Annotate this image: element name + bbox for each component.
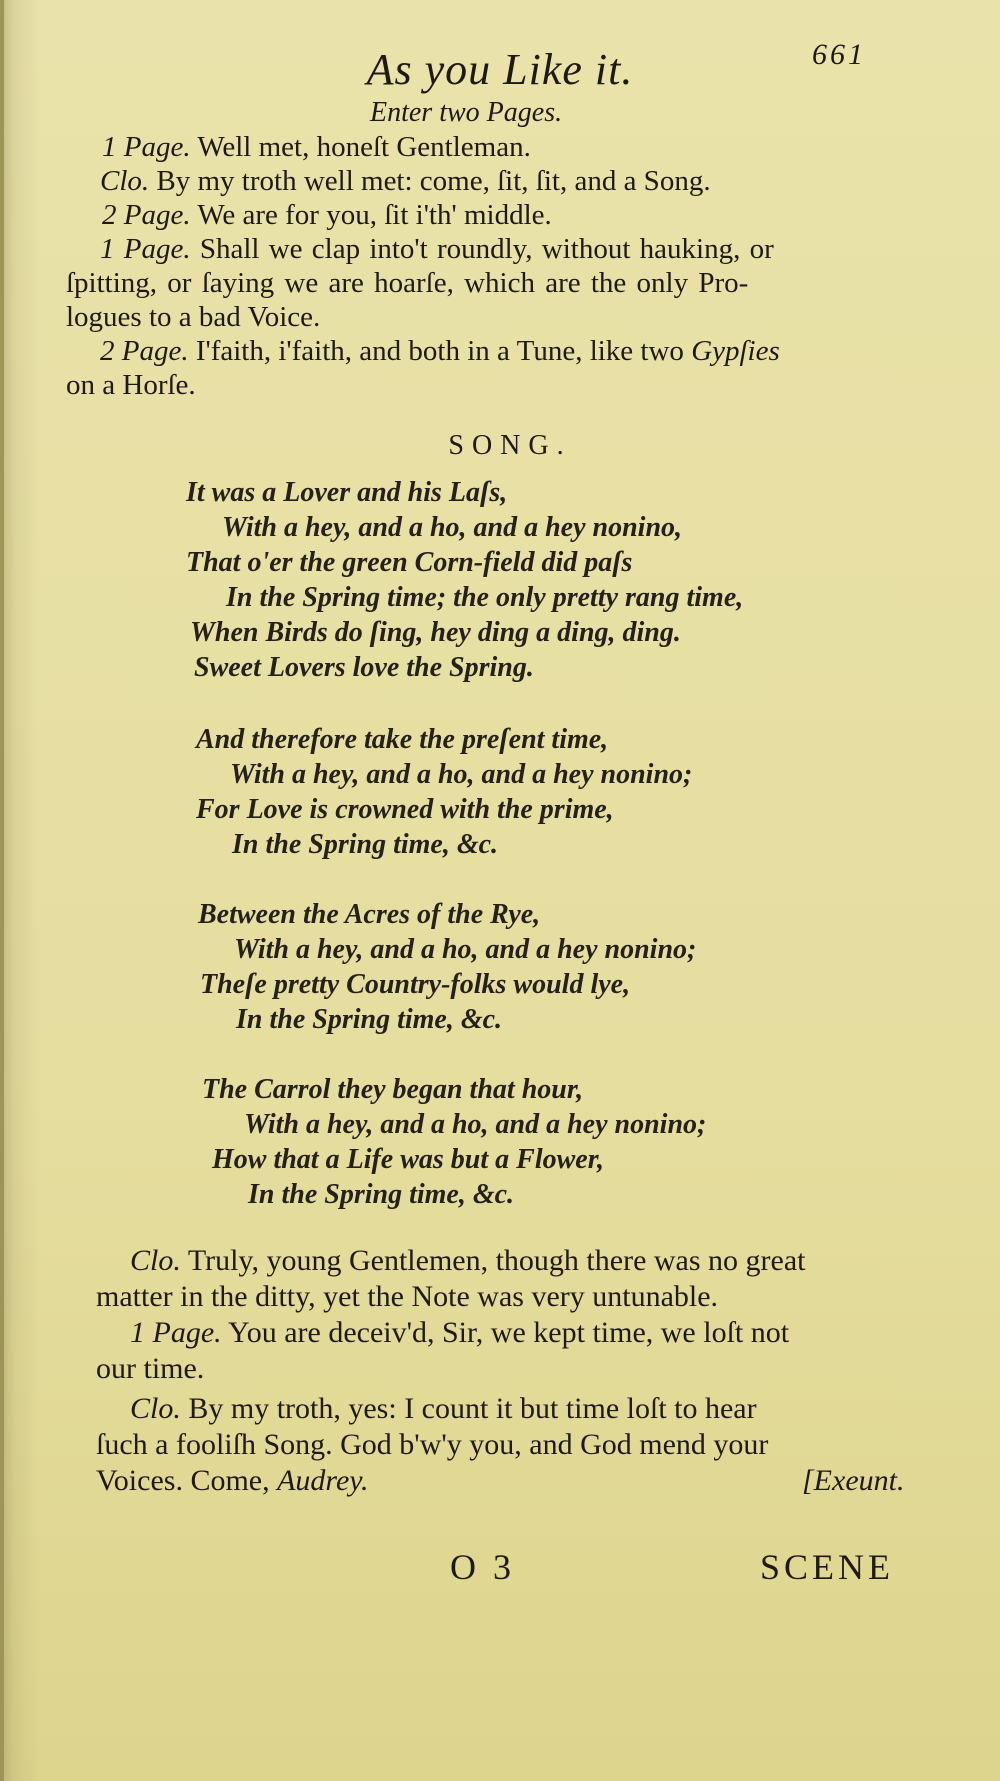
speech-text: on a Horſe. (66, 369, 196, 401)
dialogue-line (102, 130, 531, 164)
dialogue-line (96, 1352, 204, 1386)
verse-line: Theſe pretty Country-folks would lye, (200, 969, 631, 1000)
verse-line: With a hey, and a ho, and a hey nonino; (230, 759, 693, 790)
running-title: As you Like it. (366, 45, 634, 94)
dialogue-line (96, 1280, 718, 1314)
verse-line: And therefore take the preſent time, (196, 724, 609, 755)
speech-text-italic: Gypſies (691, 335, 780, 367)
speech-text: ſuch a fooliſh Song. God b'w'y you, and God mend your (96, 1428, 769, 1461)
dialogue-line (96, 1464, 368, 1498)
verse-line: Sweet Lovers love the Spring. (194, 652, 534, 683)
speech-text: matter in the ditty, yet the Note was very untunable. (96, 1280, 719, 1313)
verse-line: That o'er the green Corn-field did paſs (186, 547, 633, 578)
speech-text: ſpitting, or ſaying we are hoarſe, which are the only Pro- (66, 267, 749, 299)
verse-line: With a hey, and a ho, and a hey nonino; (244, 1109, 707, 1140)
signature-mark: O 3 (450, 1547, 515, 1587)
speech-text: We are for you, ſit i'th' middle. (197, 199, 552, 231)
speech-text: You are deceiv'd, Sir, we kept time, we loſt not (228, 1316, 790, 1349)
verse-line: The Carrol they began that hour, (202, 1074, 584, 1105)
dialogue-line (100, 232, 774, 266)
speech-text: our time. (96, 1352, 205, 1385)
page-spine-edge (0, 0, 4, 1781)
verse-line: In the Spring time, &c. (248, 1179, 515, 1210)
stage-direction-exeunt: [Exeunt. (802, 1464, 905, 1497)
dialogue-line (100, 164, 711, 198)
stage-direction-enter: Enter two Pages. (370, 97, 563, 128)
dialogue-line (102, 198, 552, 232)
verse-line: In the Spring time, &c. (236, 1004, 503, 1035)
speaker-label: Clo. (130, 1244, 181, 1277)
verse-line: In the Spring time, &c. (232, 829, 499, 860)
speaker-label: 2 Page. (100, 335, 189, 367)
speech-text-italic: Audrey. (277, 1464, 369, 1497)
verse-line: With a hey, and a ho, and a hey nonino, (222, 512, 683, 543)
dialogue-line (130, 1244, 806, 1278)
speaker-label: Clo. (130, 1392, 181, 1425)
speaker-label: 2 Page. (102, 199, 191, 231)
dialogue-line (100, 334, 780, 368)
verse-line: How that a Life was but a Flower, (212, 1144, 605, 1175)
speech-text: Voices. Come, (96, 1464, 270, 1497)
speech-text: By my troth well met: come, ſit, ſit, and a Song. (156, 165, 711, 197)
dialogue-line (66, 368, 196, 402)
speaker-label: 1 Page. (130, 1316, 222, 1349)
speaker-label: 1 Page. (100, 233, 191, 265)
speaker-label: Clo. (100, 165, 150, 197)
dialogue-line (66, 266, 748, 300)
speech-text: Truly, young Gentlemen, though there was no great (187, 1244, 806, 1277)
dialogue-line (130, 1316, 789, 1350)
dialogue-line (66, 300, 320, 334)
verse-line: It was a Lover and his Laſs, (186, 477, 508, 508)
speaker-label: 1 Page. (102, 131, 191, 163)
speech-text: Shall we clap into't roundly, without hauking, or (199, 233, 774, 265)
dialogue-line (130, 1392, 757, 1426)
dialogue-line (96, 1428, 768, 1462)
catchword: SCENE (760, 1547, 895, 1587)
verse-line: In the Spring time; the only pretty rang time, (226, 582, 744, 613)
verse-line: With a hey, and a ho, and a hey nonino; (234, 934, 697, 965)
speech-text: By my troth, yes: I count it but time loſt to hear (188, 1392, 757, 1425)
speech-text: I'faith, i'faith, and both in a Tune, like two (195, 335, 684, 367)
page-number: 661 (812, 38, 866, 71)
song-title: SONG. (448, 430, 572, 461)
speech-text: logues to a bad Voice. (66, 301, 321, 333)
verse-line: For Love is crowned with the prime, (196, 794, 614, 825)
verse-line: When Birds do ſing, hey ding a ding, ding. (190, 617, 681, 648)
verse-line: Between the Acres of the Rye, (198, 899, 541, 930)
speech-text: Well met, honeſt Gentleman. (197, 131, 531, 163)
